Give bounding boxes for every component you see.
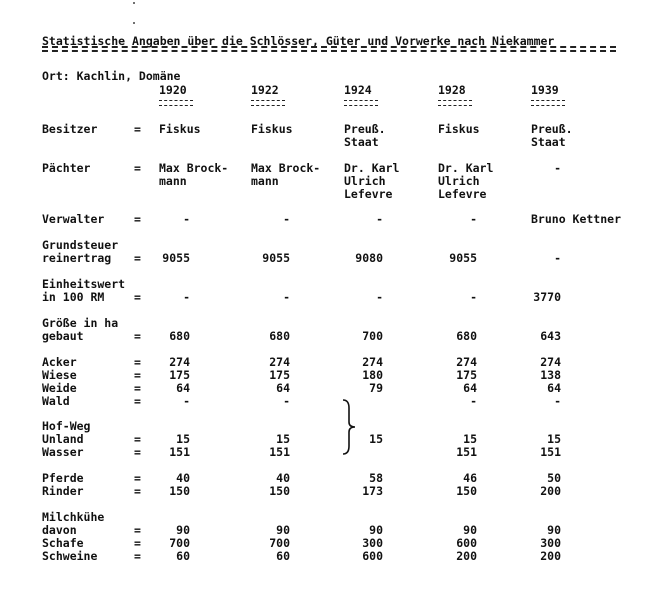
scan-speck (133, 22, 135, 24)
cell-wiese-1924: 180 (362, 368, 383, 382)
row-label-groesse: Größe in ha gebaut (42, 316, 119, 343)
cell-weide-1928: 64 (463, 381, 477, 395)
row-label-schweine: Schweine (42, 549, 98, 563)
cell-unland-1920: 15 (176, 432, 190, 446)
cell-paechter-1920: Max Brock- mann (159, 161, 229, 188)
cell-einheitswert-1939: 3770 (533, 290, 561, 304)
cell-rinder-1924: 173 (362, 484, 383, 498)
cell-weide-1920: 64 (176, 381, 190, 395)
year-1920: 1920 (159, 83, 187, 97)
double-underline (42, 46, 616, 52)
equals-sign: = (134, 122, 141, 136)
cell-unland-1922: 15 (276, 432, 290, 446)
cell-schafe-1939: 300 (540, 536, 561, 550)
cell-unland-1928: 15 (463, 432, 477, 446)
equals-sign: = (134, 523, 141, 537)
cell-besitzer-1920: Fiskus (159, 122, 201, 136)
cell-besitzer-1924: Preuß. Staat (344, 122, 386, 149)
cell-schweine-1939: 200 (540, 549, 561, 563)
row-label-rinder: Rinder (42, 484, 84, 498)
cell-paechter-1939: - (554, 161, 561, 175)
brace-icon (340, 398, 358, 456)
cell-pferde-1924: 58 (369, 471, 383, 485)
cell-schafe-1920: 700 (169, 536, 190, 550)
cell-weide-1922: 64 (276, 381, 290, 395)
cell-unland-1939: 15 (547, 432, 561, 446)
cell-paechter-1924: Dr. Karl Ulrich Lefevre (344, 161, 400, 201)
equals-sign: = (134, 290, 141, 304)
cell-paechter-1928: Dr. Karl Ulrich Lefevre (438, 161, 494, 201)
equals-sign: = (134, 329, 141, 343)
cell-verwalter-1924: - (376, 212, 383, 226)
year-1924: 1924 (344, 83, 372, 97)
year-1939: 1939 (531, 83, 559, 97)
cell-einheitswert-1920: - (183, 290, 190, 304)
year-underline (159, 100, 193, 106)
cell-acker-1922: 274 (269, 355, 290, 369)
cell-schweine-1928: 200 (456, 549, 477, 563)
cell-acker-1939: 274 (540, 355, 561, 369)
row-label-hofweg: Hof-Weg (42, 419, 91, 433)
cell-milchkuehe-1922: 90 (276, 523, 290, 537)
cell-schafe-1922: 700 (269, 536, 290, 550)
cell-acker-1928: 274 (456, 355, 477, 369)
cell-milchkuehe-1939: 90 (547, 523, 561, 537)
cell-schweine-1922: 60 (276, 549, 290, 563)
row-label-pferde: Pferde (42, 471, 84, 485)
row-label-milchkuehe: Milchkühe davon (42, 510, 105, 537)
year-underline (438, 100, 472, 106)
row-label-wasser: Wasser (42, 445, 84, 459)
cell-grundsteuer-1939: - (554, 251, 561, 265)
equals-sign: = (134, 484, 141, 498)
equals-sign: = (134, 536, 141, 550)
cell-grundsteuer-1928: 9055 (449, 251, 477, 265)
cell-acker-1924: 274 (362, 355, 383, 369)
cell-pferde-1939: 50 (547, 471, 561, 485)
cell-grundsteuer-1924: 9080 (355, 251, 383, 265)
row-label-besitzer: Besitzer (42, 122, 98, 136)
equals-sign: = (134, 161, 141, 175)
equals-sign: = (134, 368, 141, 382)
cell-besitzer-1922: Fiskus (251, 122, 293, 136)
equals-sign: = (134, 381, 141, 395)
year-underline (344, 100, 378, 106)
cell-wasser-1939: 151 (540, 445, 561, 459)
cell-acker-1920: 274 (169, 355, 190, 369)
cell-schweine-1920: 60 (176, 549, 190, 563)
cell-schweine-1924: 600 (362, 549, 383, 563)
cell-schafe-1924: 300 (362, 536, 383, 550)
cell-wald-1928: - (470, 394, 477, 408)
cell-pferde-1920: 40 (176, 471, 190, 485)
equals-sign: = (134, 471, 141, 485)
cell-wiese-1922: 175 (269, 368, 290, 382)
row-label-unland: Unland (42, 432, 84, 446)
equals-sign: = (134, 212, 141, 226)
row-label-acker: Acker (42, 355, 77, 369)
cell-rinder-1922: 150 (269, 484, 290, 498)
row-label-verwalter: Verwalter (42, 212, 105, 226)
cell-wiese-1939: 138 (540, 368, 561, 382)
cell-pferde-1922: 40 (276, 471, 290, 485)
cell-unland-1924: 15 (369, 432, 383, 446)
equals-sign: = (134, 549, 141, 563)
cell-rinder-1928: 150 (456, 484, 477, 498)
cell-groesse-1922: 680 (269, 329, 290, 343)
year-underline (251, 100, 285, 106)
cell-rinder-1920: 150 (169, 484, 190, 498)
cell-paechter-1922: Max Brock- mann (251, 161, 321, 188)
equals-sign: = (134, 445, 141, 459)
cell-wiese-1928: 175 (456, 368, 477, 382)
cell-einheitswert-1922: - (283, 290, 290, 304)
row-label-einheitswert: Einheitswert in 100 RM (42, 277, 126, 304)
cell-rinder-1939: 200 (540, 484, 561, 498)
cell-milchkuehe-1924: 90 (369, 523, 383, 537)
cell-grundsteuer-1920: 9055 (162, 251, 190, 265)
equals-sign: = (134, 355, 141, 369)
row-label-paechter: Pächter (42, 161, 91, 175)
cell-pferde-1928: 46 (463, 471, 477, 485)
cell-groesse-1920: 680 (169, 329, 190, 343)
cell-wasser-1920: 151 (169, 445, 190, 459)
cell-wasser-1928: 151 (456, 445, 477, 459)
cell-besitzer-1939: Preuß. Staat (531, 122, 573, 149)
row-label-wald: Wald (42, 394, 70, 408)
year-underline (531, 100, 565, 106)
equals-sign: = (134, 251, 141, 265)
equals-sign: = (134, 432, 141, 446)
cell-weide-1924: 79 (369, 381, 383, 395)
cell-groesse-1939: 643 (540, 329, 561, 343)
cell-wiese-1920: 175 (169, 368, 190, 382)
cell-verwalter-1939: Bruno Kettner (531, 212, 622, 226)
cell-milchkuehe-1920: 90 (176, 523, 190, 537)
year-1928: 1928 (438, 83, 466, 97)
cell-verwalter-1920: - (183, 212, 190, 226)
cell-weide-1939: 64 (547, 381, 561, 395)
row-label-grundsteuer: Grundsteuer reinertrag (42, 238, 119, 265)
cell-wald-1939: - (554, 394, 561, 408)
cell-einheitswert-1924: - (376, 290, 383, 304)
cell-groesse-1924: 700 (362, 329, 383, 343)
cell-verwalter-1928: - (470, 212, 477, 226)
cell-milchkuehe-1928: 90 (463, 523, 477, 537)
cell-einheitswert-1928: - (470, 290, 477, 304)
row-label-wiese: Wiese (42, 368, 77, 382)
cell-groesse-1928: 680 (456, 329, 477, 343)
row-label-schafe: Schafe (42, 536, 84, 550)
scan-speck (133, 2, 135, 4)
cell-grundsteuer-1922: 9055 (262, 251, 290, 265)
cell-wasser-1922: 151 (269, 445, 290, 459)
place-label: Ort: Kachlin, Domäne (42, 69, 181, 83)
page-title: Statistische Angaben über die Schlösser, Güter und Vorwerke nach Niekammer (42, 34, 555, 48)
cell-schafe-1928: 600 (456, 536, 477, 550)
cell-wald-1922: - (283, 394, 290, 408)
cell-verwalter-1922: - (283, 212, 290, 226)
year-1922: 1922 (251, 83, 279, 97)
cell-besitzer-1928: Fiskus (438, 122, 480, 136)
cell-wald-1920: - (183, 394, 190, 408)
equals-sign: = (134, 394, 141, 408)
row-label-weide: Weide (42, 381, 77, 395)
